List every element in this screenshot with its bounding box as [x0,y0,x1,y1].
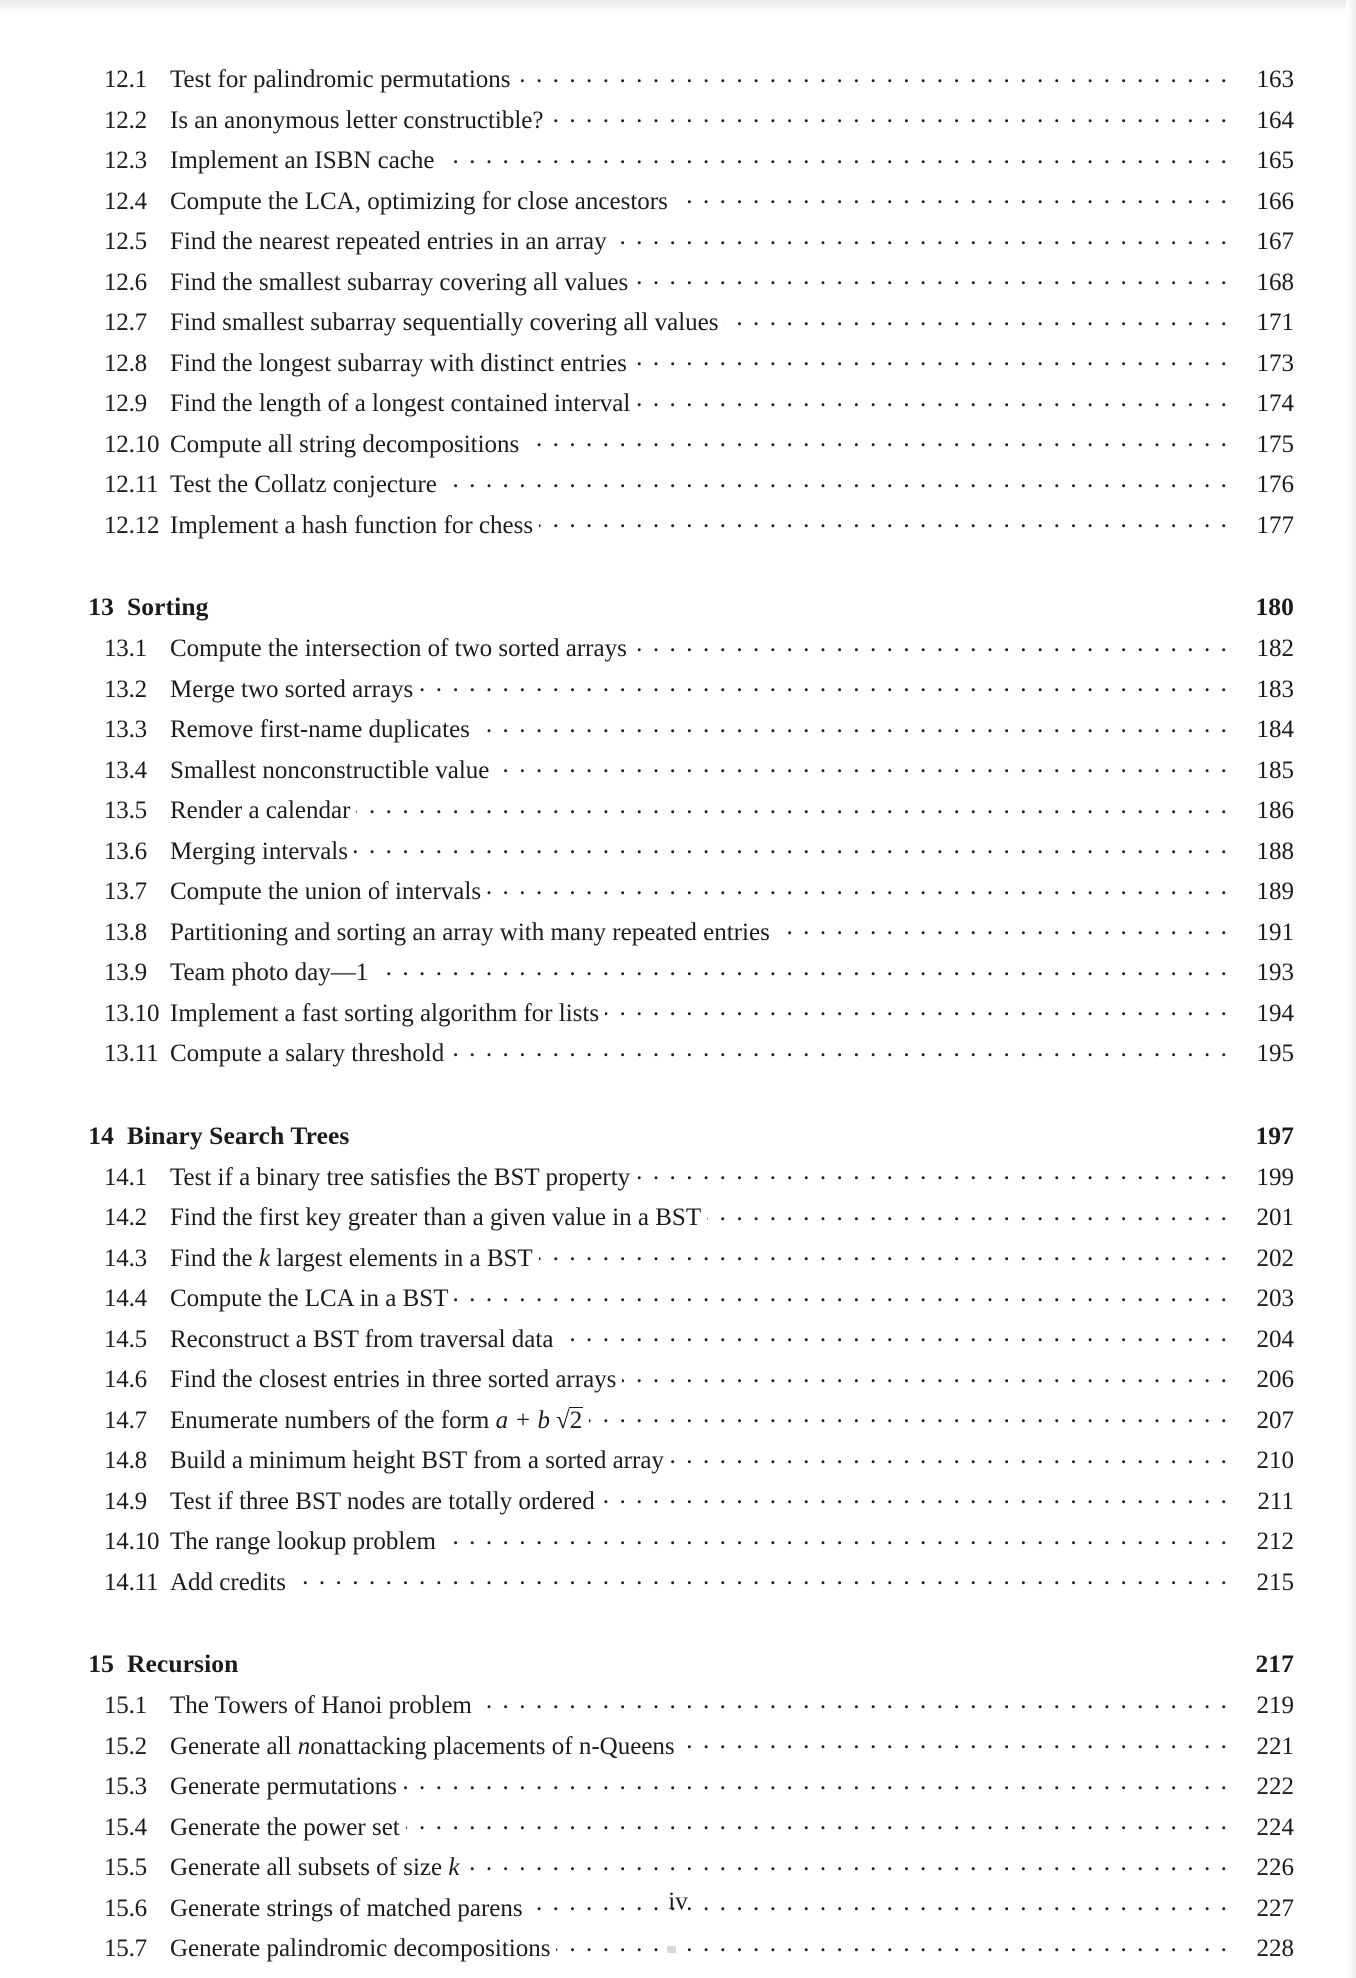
toc-dot-leader [356,793,1229,818]
toc-dot-leader [633,631,1229,656]
toc-entry-row[interactable] [62,996,1294,1037]
toc-entry-title: Implement an ISBN cache [170,147,435,174]
toc-entry-title: Compute the union of intervals [170,878,482,905]
toc-entry-row[interactable] [62,305,1294,346]
toc-entry-number: 13.11 [104,1040,159,1067]
toc-dot-leader [634,265,1229,290]
toc-chapter-row[interactable] [62,592,1294,622]
page-folio: iv [668,1888,688,1915]
toc-chapter-number: 15 [88,1649,114,1678]
toc-entry-title: Merging intervals [170,837,348,865]
toc-entry-number: 14.7 [104,1406,147,1434]
toc-entry-row[interactable] [62,1524,1294,1565]
toc-entry-number: 13.7 [104,878,147,905]
toc-entry-page-number: 203 [1256,1285,1294,1312]
toc-entry-number: 13.4 [104,756,147,784]
toc-dot-leader [517,62,1229,87]
toc-entry-number: 14.2 [104,1204,147,1231]
toc-dot-leader [622,1362,1229,1387]
toc-entry-title: Test the Collatz conjecture [170,471,437,498]
toc-dot-leader [465,1850,1229,1875]
toc-entry-number: 12.4 [104,187,147,215]
toc-chapter-title: Sorting [127,592,209,621]
toc-dot-leader [605,996,1229,1021]
toc-entry-title: Find the k largest elements in a BST [170,1244,533,1272]
toc-dot-leader [681,1729,1229,1754]
toc-dot-leader [776,915,1229,940]
toc-dot-leader [442,1524,1229,1549]
toc-entry-title: Find smallest subarray sequentially covering all values [170,309,719,336]
toc-entry-number: 12.8 [104,349,147,377]
toc-entry-title: Find the first key greater than a given value in a BST [170,1204,702,1231]
toc-entry-number: 12.1 [104,66,147,93]
toc-entry-page-number: 195 [1256,1040,1294,1067]
toc-dot-leader [550,103,1230,128]
toc-entry-title: Implement a hash function for chess [170,511,534,539]
toc-entry-page-number: 221 [1256,1732,1294,1760]
toc-entry-row[interactable] [62,631,1294,672]
toc-dot-leader [374,955,1229,980]
toc-entry-page-number: 184 [1256,716,1294,743]
toc-entry-row[interactable] [62,1241,1294,1282]
toc-entry-page-number: 228 [1256,1935,1294,1962]
toc-entry-row[interactable] [62,265,1294,306]
toc-entry-number: 15.5 [104,1854,147,1881]
toc-entry-number: 12.5 [104,228,147,255]
toc-entry-page-number: 166 [1256,187,1294,215]
toc-entry-row[interactable] [62,1322,1294,1363]
toc-entry-page-number: 177 [1256,511,1294,539]
toc-entry-title: Test for palindromic permutations [170,66,511,93]
table-of-contents [62,62,1294,1972]
toc-entry-page-number: 173 [1256,349,1294,377]
toc-entry-title: The Towers of Hanoi problem [170,1692,472,1719]
toc-entry-page-number: 176 [1256,471,1294,498]
toc-dot-leader [403,1769,1229,1794]
toc-entry-row[interactable] [62,1810,1294,1851]
toc-dot-leader [539,508,1229,533]
toc-dot-leader [495,753,1229,778]
toc-entry-number: 15.7 [104,1935,147,1962]
toc-entry-number: 12.11 [104,471,159,498]
toc-entry-row[interactable] [62,1160,1294,1201]
toc-entry-number: 13.2 [104,675,147,703]
toc-dot-leader [559,1322,1229,1347]
toc-entry-title: Find the length of a longest contained interval [170,390,631,417]
toc-entry-row[interactable] [62,1729,1294,1770]
toc-entry-title: Find the smallest subarray covering all values [170,268,629,296]
italic-variable: k [258,1244,271,1272]
toc-entry-page-number: 175 [1256,430,1294,458]
toc-entry-title: Generate the power set [170,1813,400,1841]
toc-entry-row[interactable] [62,143,1294,184]
toc-dot-leader [724,305,1229,330]
toc-entry-row[interactable] [62,712,1294,753]
toc-dot-leader [539,1241,1229,1266]
toc-entry-title: Team photo day—1 [170,959,369,986]
toc-entry-page-number: 215 [1256,1568,1294,1596]
toc-entry-number: 13.6 [104,837,147,865]
toc-entry-title: Smallest nonconstructible value [170,756,490,784]
toc-entry-title: Generate permutations [170,1773,397,1800]
toc-dot-leader [406,1810,1229,1835]
toc-entry-row[interactable] [62,1200,1294,1241]
toc-dot-leader [476,712,1229,737]
toc-entry-page-number: 168 [1256,268,1294,296]
toc-entry-row[interactable] [62,1769,1294,1810]
toc-entry-page-number: 224 [1256,1813,1294,1841]
toc-entry-number: 13.8 [104,918,147,946]
toc-entry-number: 12.12 [104,511,160,539]
toc-entry-number: 12.7 [104,309,147,336]
toc-entry-row[interactable] [62,874,1294,915]
toc-entry-page-number: 186 [1256,797,1294,824]
toc-entry-page-number: 191 [1256,918,1294,946]
toc-entry-page-number: 194 [1256,999,1294,1027]
toc-dot-leader [443,467,1229,492]
toc-dot-leader [707,1200,1229,1225]
toc-dot-leader [454,1281,1229,1306]
toc-dot-leader [487,874,1229,899]
toc-entry-title: Partitioning and sorting an array with many repeated entries [170,918,770,946]
toc-entry-title: Test if three BST nodes are totally ordered [170,1487,595,1515]
math-expression: a + b √2 [495,1406,583,1434]
toc-entry-page-number: 212 [1256,1528,1294,1555]
toc-entry-row[interactable] [62,1565,1294,1606]
toc-entry-number: 12.2 [104,106,147,134]
toc-entry-page-number: 207 [1256,1406,1294,1434]
toc-entry-row[interactable] [62,1931,1294,1972]
toc-entry-title: Build a minimum height BST from a sorted array [170,1447,664,1474]
toc-entry-row[interactable] [62,346,1294,387]
toc-entry-page-number: 204 [1256,1325,1294,1353]
toc-entry-number: 14.9 [104,1487,147,1515]
toc-entry-page-number: 222 [1256,1773,1294,1800]
toc-entry-title: The range lookup problem [170,1528,436,1555]
toc-chapter-page-number: 180 [1255,592,1294,621]
toc-entry-row[interactable] [62,1403,1294,1444]
toc-dot-leader [636,1160,1229,1185]
toc-entry-page-number: 163 [1256,66,1294,93]
toc-entry-page-number: 226 [1256,1854,1294,1881]
toc-chapter-number: 14 [88,1120,114,1150]
toc-chapter-page-number: 197 [1255,1120,1294,1150]
toc-entry-row[interactable] [62,915,1294,956]
toc-entry-number: 15.1 [104,1692,147,1719]
toc-entry-title: Implement a fast sorting algorithm for lists [170,999,600,1027]
toc-entry-page-number: 182 [1256,635,1294,662]
toc-entry-title: Enumerate numbers of the form a + b √2 [170,1406,583,1434]
toc-dot-leader [450,1036,1229,1061]
toc-entry-page-number: 188 [1256,837,1294,865]
toc-entry-number: 14.6 [104,1366,147,1393]
toc-entry-row[interactable] [62,427,1294,468]
toc-chapter-row[interactable] [62,1121,1294,1151]
toc-chapter-row[interactable] [62,1649,1294,1679]
toc-entry-page-number: 174 [1256,390,1294,417]
toc-dot-leader [441,143,1230,168]
toc-entry-title: Compute the intersection of two sorted arrays [170,635,627,662]
toc-entry-number: 12.10 [104,430,160,458]
toc-dot-leader [589,1403,1229,1428]
toc-entry-page-number: 164 [1256,106,1294,134]
toc-entry-number: 15.6 [104,1894,147,1922]
toc-entry-title: Compute all string decompositions [170,430,520,458]
toc-entry-row[interactable] [62,1688,1294,1729]
toc-entry-number: 14.11 [104,1568,159,1596]
toc-entry-row[interactable] [62,672,1294,713]
toc-entry-title: Render a calendar [170,797,351,824]
toc-entry-number: 12.6 [104,268,147,296]
italic-variable: n [297,1732,311,1760]
toc-dot-leader [419,672,1229,697]
toc-entry-row[interactable] [62,793,1294,834]
toc-entry-row[interactable] [62,1850,1294,1891]
toc-entry-row[interactable] [62,184,1294,225]
toc-entry-number: 13.9 [104,959,147,986]
toc-entry-title: Find the longest subarray with distinct entries [170,349,627,377]
toc-entry-row[interactable] [62,955,1294,996]
toc-entry-title: Test if a binary tree satisfies the BST property [170,1163,631,1191]
toc-entry-title: Find the nearest repeated entries in an array [170,228,607,255]
toc-entry-page-number: 211 [1257,1487,1294,1515]
toc-entry-number: 12.9 [104,390,147,417]
toc-dot-leader [525,427,1229,452]
toc-entry-number: 13.5 [104,797,147,824]
toc-dot-leader [670,1443,1229,1468]
toc-entry-number: 13.10 [104,999,160,1027]
toc-entry-row[interactable] [62,1036,1294,1077]
toc-entry-row[interactable] [62,1443,1294,1484]
toc-entry-number: 14.5 [104,1325,147,1353]
toc-dot-leader [633,346,1229,371]
toc-entry-row[interactable] [62,62,1294,103]
toc-chapter-title: Recursion [127,1649,239,1678]
toc-entry-page-number: 193 [1256,959,1294,986]
toc-chapter-number: 13 [88,592,114,621]
toc-dot-leader [613,224,1229,249]
toc-dot-leader [636,386,1229,411]
toc-entry-title: Is an anonymous letter constructible? [170,106,544,134]
toc-entry-row[interactable] [62,834,1294,875]
toc-entry-title: Compute the LCA, optimizing for close ancestors [170,187,668,215]
toc-entry-number: 13.1 [104,635,147,662]
italic-variable: k [448,1854,460,1881]
toc-entry-page-number: 199 [1256,1163,1294,1191]
toc-dot-leader [478,1688,1229,1713]
toc-dot-leader [292,1565,1229,1590]
toc-entry-page-number: 210 [1256,1447,1294,1474]
toc-entry-page-number: 219 [1256,1692,1294,1719]
toc-dot-leader [354,834,1229,859]
toc-entry-row[interactable] [62,467,1294,508]
toc-entry-number: 12.3 [104,147,147,174]
toc-entry-title: Generate strings of matched parens [170,1894,523,1922]
toc-entry-number: 14.4 [104,1285,147,1312]
toc-entry-page-number: 206 [1256,1366,1294,1393]
toc-entry-title: Remove first-name duplicates [170,716,470,743]
toc-entry-number: 15.2 [104,1732,147,1760]
toc-entry-number: 13.3 [104,716,147,743]
toc-entry-page-number: 185 [1256,756,1294,784]
toc-entry-title: Find the closest entries in three sorted arrays [170,1366,617,1393]
toc-entry-title: Compute the LCA in a BST [170,1285,449,1312]
toc-entry-page-number: 189 [1256,878,1294,905]
toc-entry-row[interactable] [62,224,1294,265]
toc-dot-leader [674,184,1229,209]
toc-entry-title: Generate all subsets of size k [170,1854,460,1881]
toc-entry-row[interactable] [62,1484,1294,1525]
toc-entry-title: Reconstruct a BST from traversal data [170,1325,554,1353]
toc-entry-title: Compute a salary threshold [170,1040,445,1067]
toc-entry-row[interactable] [62,1281,1294,1322]
toc-entry-title: Add credits [170,1568,286,1596]
toc-entry-row[interactable] [62,508,1294,549]
toc-entry-row[interactable] [62,753,1294,794]
toc-dot-leader [601,1484,1229,1509]
toc-chapter-title: Binary Search Trees [127,1120,350,1150]
toc-entry-page-number: 202 [1256,1244,1294,1272]
toc-entry-number: 14.10 [104,1528,160,1555]
toc-entry-row[interactable] [62,1362,1294,1403]
toc-entry-page-number: 167 [1256,228,1294,255]
toc-chapter-page-number: 217 [1255,1649,1294,1678]
toc-entry-number: 14.8 [104,1447,147,1474]
toc-entry-page-number: 165 [1256,147,1294,174]
toc-entry-title: Generate palindromic decompositions [170,1935,551,1962]
toc-dot-leader [556,1931,1229,1956]
toc-entry-title: Generate all nonattacking placements of n-Queens [170,1732,675,1760]
toc-entry-number: 15.3 [104,1773,147,1800]
toc-entry-page-number: 171 [1256,309,1294,336]
toc-entry-number: 15.4 [104,1813,147,1841]
toc-entry-number: 14.3 [104,1244,147,1272]
toc-entry-number: 14.1 [104,1163,147,1191]
toc-entry-page-number: 201 [1256,1204,1294,1231]
toc-entry-page-number: 183 [1256,675,1294,703]
toc-entry-title: Merge two sorted arrays [170,675,414,703]
toc-entry-row[interactable] [62,103,1294,144]
toc-entry-page-number: 227 [1256,1894,1294,1922]
toc-entry-row[interactable] [62,386,1294,427]
